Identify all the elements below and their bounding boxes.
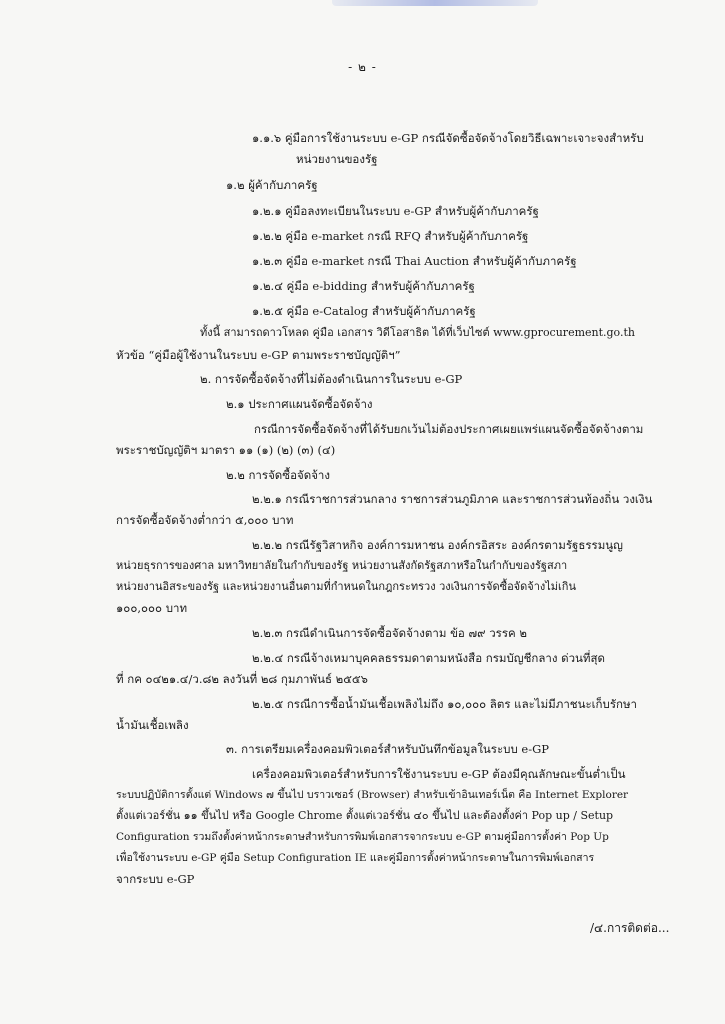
text-line: จากระบบ e-GP — [116, 872, 195, 886]
text-line: ๒. การจัดซื้อจัดจ้างที่ไม่ต้องดำเนินการในระบบ e-GP — [200, 372, 463, 386]
text-line: เพื่อใช้งานระบบ e-GP คู่มือ Setup Configuration IE และคู่มือการตั้งค่าหน้ากระดาษในการพิมพ์เอกสาร — [116, 852, 595, 864]
text-line: ๑.๒.๕ คู่มือ e-Catalog สำหรับผู้ค้ากับภาครัฐ — [252, 304, 476, 318]
text-line: ทั้งนี้ สามารถดาวโหลด คู่มือ เอกสาร วิดีโอสาธิต ได้ที่เว็บไซต์ www.gprocurement.go.th — [200, 326, 635, 339]
text-line: ๒.๒.๕ กรณีการซื้อน้ำมันเชื้อเพลิงไม่ถึง ๑๐,๐๐๐ ลิตร และไม่มีภาชนะเก็บรักษา — [252, 697, 637, 711]
text-line: น้ำมันเชื้อเพลิง — [116, 718, 189, 732]
text-line: หน่วยงานอิสระของรัฐ และหน่วยงานอื่นตามที่กำหนดในกฎกระทรวง วงเงินการจัดซื้อจัดจ้างไม่เกิน — [116, 580, 576, 593]
page-number: - ๒ - — [348, 60, 377, 74]
text-line: ๓. การเตรียมเครื่องคอมพิวเตอร์สำหรับบันทึกข้อมูลในระบบ e-GP — [226, 742, 550, 756]
text-line: ๒.๒.๓ กรณีดำเนินการจัดซื้อจัดจ้างตาม ข้อ ๗๙ วรรค ๒ — [252, 626, 527, 640]
continuation-note: /๔.การติดต่อ... — [590, 921, 670, 935]
text-line: กรณีการจัดซื้อจัดจ้างที่ได้รับยกเว้นไม่ต้องประกาศเผยแพร่แผนจัดซื้อจัดจ้างตาม — [254, 422, 644, 436]
text-line: เครื่องคอมพิวเตอร์สำหรับการใช้งานระบบ e-GP ต้องมีคุณลักษณะขั้นต่ำเป็น — [252, 767, 626, 781]
text-line: ๒.๒.๑ กรณีราชการส่วนกลาง ราชการส่วนภูมิภาค และราชการส่วนท้องถิ่น วงเงิน — [252, 492, 653, 506]
text-line: ๑.๒.๒ คู่มือ e-market กรณี RFQ สำหรับผู้ค้ากับภาครัฐ — [252, 229, 529, 243]
text-line: ๑.๒.๓ คู่มือ e-market กรณี Thai Auction สำหรับผู้ค้ากับภาครัฐ — [252, 254, 577, 268]
text-line: หน่วยธุรการของศาล มหาวิทยาลัยในกำกับของรัฐ หน่วยงานสังกัดรัฐสภาหรือในกำกับของรัฐสภา — [116, 559, 568, 572]
scan-header-smudge — [332, 0, 538, 6]
text-line: ๑๐๐,๐๐๐ บาท — [116, 601, 188, 615]
text-line: หัวข้อ “คู่มือผู้ใช้งานในระบบ e-GP ตามพระราชบัญญัติฯ” — [116, 348, 401, 362]
text-line: Configuration รวมถึงตั้งค่าหน้ากระดาษสำหรับการพิมพ์เอกสารจากระบบ e-GP ตามคู่มือการตั้งค่า Pop Up — [116, 831, 609, 843]
text-line: หน่วยงานของรัฐ — [296, 152, 378, 166]
text-line: ตั้งแต่เวอร์ชั่น ๑๑ ขึ้นไป หรือ Google Chrome ตั้งแต่เวอร์ชั่น ๔๐ ขึ้นไป และต้องตั้งค่า Pop up / Setup — [116, 809, 614, 822]
text-line: ๒.๒.๔ กรณีจ้างเหมาบุคคลธรรมดาตามหนังสือ กรมบัญชีกลาง ด่วนที่สุด — [252, 651, 605, 665]
text-line: ๑.๒.๔ คู่มือ e-bidding สำหรับผู้ค้ากับภาครัฐ — [252, 279, 475, 293]
text-line: ๒.๑ ประกาศแผนจัดซื้อจัดจ้าง — [226, 397, 373, 411]
text-line: ๒.๒.๒ กรณีรัฐวิสาหกิจ องค์การมหาชน องค์กรอิสระ องค์กรตามรัฐธรรมนูญ — [252, 538, 623, 552]
text-line: ที่ กค ๐๔๒๑.๔/ว.๘๒ ลงวันที่ ๒๘ กุมภาพันธ์ ๒๕๕๖ — [116, 672, 368, 686]
text-line: การจัดซื้อจัดจ้างต่ำกว่า ๕,๐๐๐ บาท — [116, 513, 294, 527]
text-line: ๑.๒.๑ คู่มือลงทะเบียนในระบบ e-GP สำหรับผู้ค้ากับภาครัฐ — [252, 204, 539, 218]
text-line: ระบบปฏิบัติการตั้งแต่ Windows ๗ ขึ้นไป บราวเซอร์ (Browser) สำหรับเข้าอินเทอร์เน็ต คือ Internet Explorer — [116, 789, 629, 801]
text-line: ๑.๑.๖ คู่มือการใช้งานระบบ e-GP กรณีจัดซื้อจัดจ้างโดยวิธีเฉพาะเจาะจงสำหรับ — [252, 131, 644, 145]
text-line: พระราชบัญญัติฯ มาตรา ๑๑ (๑) (๒) (๓) (๔) — [116, 443, 336, 457]
text-line: ๑.๒ ผู้ค้ากับภาครัฐ — [226, 178, 318, 192]
text-line: ๒.๒ การจัดซื้อจัดจ้าง — [226, 468, 331, 482]
